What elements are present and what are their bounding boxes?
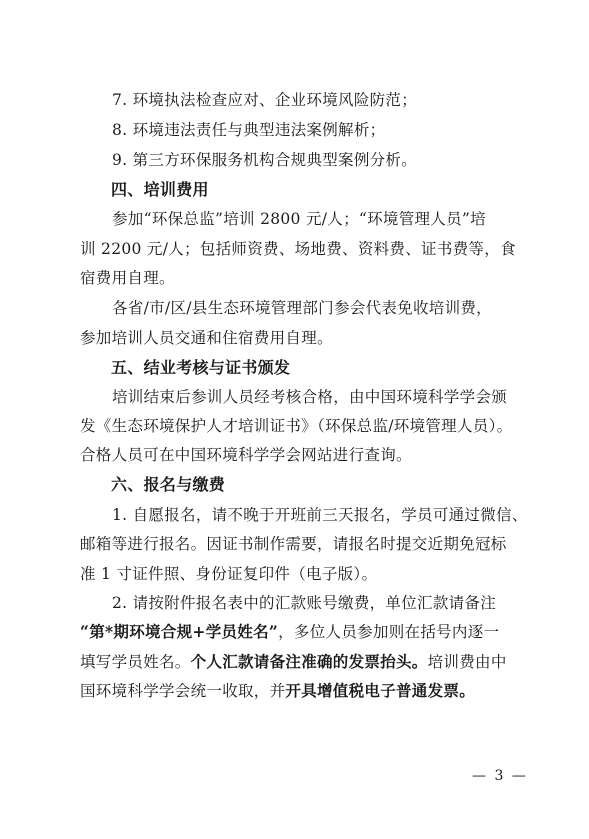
list-item-8: 8. 环境违法责任与典型违法案例解析；: [112, 121, 386, 139]
list-item-9: 9. 第三方环保服务机构合规典型案例分析。: [112, 151, 418, 169]
fees-para2-line1: 各省/市/区/县生态环境管理部门参会代表免收培训费，: [112, 299, 492, 317]
reg-para2-line3-a: 填写学员姓名。: [80, 653, 191, 671]
cert-para-line2: 发《生态环境保护人才培训证书》（环保总监/环境管理人员）。: [80, 417, 513, 435]
fees-para1-line2: 训 2200 元/人；包括师资费、场地费、资料费、证书费等，食: [80, 240, 516, 258]
cert-para-line3: 合格人员可在中国环境科学学会网站进行查询。: [80, 446, 412, 464]
remittance-note-bold: “第*期环境合规+学员姓名”: [80, 622, 279, 641]
section-heading-certificate: 五、结业考核与证书颁发: [111, 358, 291, 377]
fees-para1-line3: 宿费用自理。: [80, 269, 175, 287]
reg-para2-line3-c: 培训费由中: [427, 653, 507, 671]
page-number: — 3 —: [472, 768, 528, 784]
reg-para1-line3: 准 1 寸证件照、身份证复印件（电子版）。: [80, 565, 378, 583]
section-heading-registration: 六、报名与缴费: [111, 475, 226, 494]
invoice-type-note-bold: 开具增值税电子普通发票。: [285, 681, 476, 700]
reg-para2-line2: [80, 620, 499, 644]
reg-para2-line1: 2. 请按附件报名表中的汇款账号缴费，单位汇款请备注: [112, 594, 497, 612]
cert-para-line1: 培训结束后参训人员经考核合格，由中国环境科学学会颁: [112, 388, 508, 406]
section-heading-fees: 四、培训费用: [111, 180, 209, 199]
reg-para2-line3: [80, 650, 507, 674]
fees-para1-line1: 参加“环保总监”培训 2800 元/人；“环境管理人员”培: [112, 210, 486, 228]
reg-para1-line2: 邮箱等进行报名。因证书制作需要，请报名时提交近期免冠标: [80, 535, 507, 553]
reg-para2-line4: [80, 679, 475, 703]
fees-para2-line2: 参加培训人员交通和住宿费用自理。: [80, 329, 333, 347]
reg-para2-line4-a: 国环境科学学会统一收取，并: [80, 682, 286, 700]
reg-para1-line1: 1. 自愿报名，请不晚于开班前三天报名，学员可通过微信、: [112, 506, 528, 524]
invoice-title-note-bold: 个人汇款请备注准确的发票抬头。: [190, 652, 428, 671]
remittance-note-rest: ，多位人员参加则在括号内逐一: [278, 623, 500, 641]
list-item-7: 7. 环境执法检查应对、企业环境风险防范；: [112, 91, 418, 109]
